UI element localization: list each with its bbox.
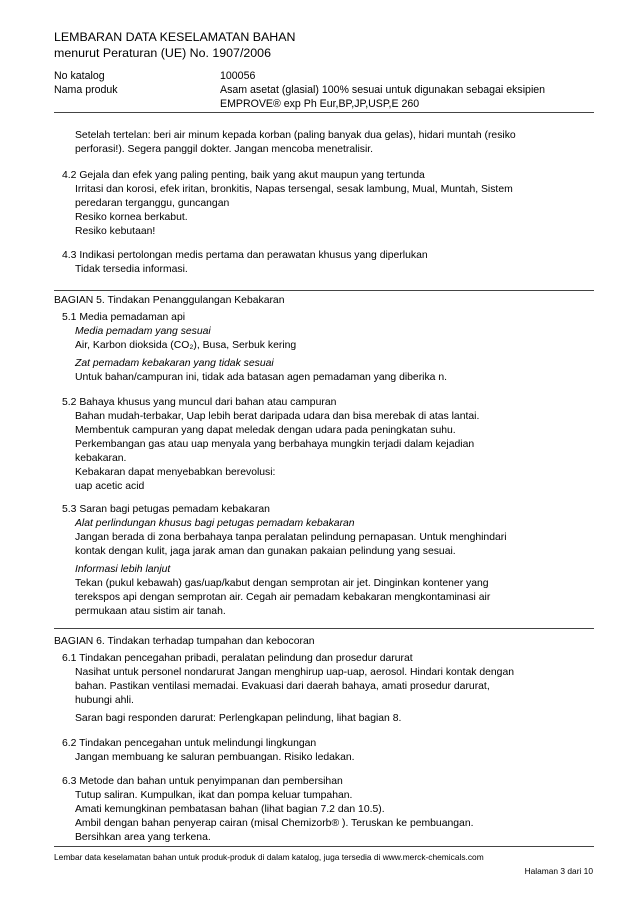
subsection-heading: 6.3 Metode dan bahan untuk penyimpanan dan pembersihan (62, 776, 343, 787)
subsection-heading: 5.2 Bahaya khusus yang muncul dari bahan atau campuran (62, 397, 337, 408)
body-text-line: Bahan mudah-terbakar, Uap lebih berat daripada udara dan bisa merebak di atas lantai. (75, 411, 480, 422)
product-value-line2: EMPROVE® exp Ph Eur,BP,JP,USP,E 260 (220, 98, 420, 110)
body-text-line: Alat perlindungan khusus bagi petugas pemadam kebakaran (75, 518, 355, 529)
catalog-value: 100056 (220, 70, 256, 82)
section-heading: BAGIAN 5. Tindakan Penanggulangan Kebakaran (54, 295, 285, 306)
section-6-rule (54, 628, 594, 629)
body-text-line: Tutup saliran. Kumpulkan, ikat dan pompa keluar tumpahan. (75, 790, 353, 801)
body-text-line: uap acetic acid (75, 481, 145, 492)
document-subtitle: menurut Peraturan (UE) No. 1907/2006 (54, 46, 271, 60)
body-text-line: Air, Karbon dioksida (CO₂), Busa, Serbuk kering (75, 340, 297, 351)
body-text-line: Membentuk campuran yang dapat meledak dengan udara pada peningkatan suhu. (75, 425, 456, 436)
body-text-line: Nasihat untuk personel nondarurat Jangan menghirup uap-uap, aerosol. Hindari kontak dengan (75, 667, 515, 678)
body-text-line: Saran bagi responden darurat: Perlengkapan pelindung, lihat bagian 8. (75, 713, 402, 724)
body-text-line: bahan. Pastikan ventilasi memadai. Evakuasi dari daerah bahaya, amati prosedur darurat, (75, 681, 490, 692)
subsection-heading: 4.2 Gejala dan efek yang paling penting, baik yang akut maupun yang tertunda (62, 170, 425, 181)
body-text-line: kontak dengan kulit, jaga jarak aman dan gunakan pakaian pelindung yang sesuai. (75, 546, 456, 557)
body-text-line: Media pemadam yang sesuai (75, 326, 211, 337)
body-text-line: Setelah tertelan: beri air minum kepada korban (paling banyak dua gelas), hidari muntah (resiko (75, 130, 516, 141)
subsection-heading: 6.2 Tindakan pencegahan untuk melindungi lingkungan (62, 738, 317, 749)
body-text-line: kebakaran. (75, 453, 127, 464)
page-number: Halaman 3 dari 10 (524, 866, 593, 876)
body-text-line: Tidak tersedia informasi. (75, 264, 188, 275)
footer-rule (54, 846, 594, 847)
body-text-line: permukaan atau sistim air tanah. (75, 606, 226, 617)
body-text-line: Ambil dengan bahan penyerap cairan (misal Chemizorb® ). Teruskan ke pembuangan. (75, 818, 474, 829)
body-text-line: Tekan (pukul kebawah) gas/uap/kabut dengan semprotan air jet. Dinginkan kontener yang (75, 578, 489, 589)
footer-note: Lembar data keselamatan bahan untuk produk-produk di dalam katalog, juga tersedia di www.merck-chemicals.com (54, 852, 484, 862)
document-title: LEMBARAN DATA KESELAMATAN BAHAN (54, 30, 296, 44)
body-text-line: Resiko kornea berkabut. (75, 212, 188, 223)
body-text-line: Jangan membuang ke saluran pembuangan. Risiko ledakan. (75, 752, 355, 763)
section-5-rule (54, 290, 594, 291)
body-text-line: terekspos api dengan semprotan air. Cegah air pemadam kebakaran mengkontaminasi air (75, 592, 491, 603)
body-text-line: Untuk bahan/campuran ini, tidak ada batasan agen pemadaman yang diberika n. (75, 372, 448, 383)
subsection-heading: 4.3 Indikasi pertolongan medis pertama dan perawatan khusus yang diperlukan (62, 250, 428, 261)
product-label: Nama produk (54, 84, 118, 96)
body-text-line: Jangan berada di zona berbahaya tanpa peralatan pelindung pernapasan. Untuk menghindari (75, 532, 507, 543)
section-heading: BAGIAN 6. Tindakan terhadap tumpahan dan kebocoran (54, 636, 315, 647)
subsection-heading: 5.3 Saran bagi petugas pemadam kebakaran (62, 504, 270, 515)
body-text-line: peredaran terganggu, guncangan (75, 198, 230, 209)
body-text-line: Informasi lebih lanjut (75, 564, 171, 575)
body-text-line: Zat pemadam kebakaran yang tidak sesuai (75, 358, 274, 369)
body-text-line: Irritasi dan korosi, efek iritan, bronkitis, Napas tersengal, sesak lambung, Mual, Muntah, Sistem (75, 184, 513, 195)
catalog-label: No katalog (54, 70, 105, 82)
body-text-line: Amati kemungkinan pembatasan bahan (lihat bagian 7.2 dan 10.5). (75, 804, 385, 815)
body-text-line: hubungi ahli. (75, 695, 134, 706)
subsection-heading: 5.1 Media pemadaman api (62, 312, 186, 323)
body-text-line: perforasi!). Segera panggil dokter. Jangan mencoba menetralisir. (75, 144, 374, 155)
product-value-line1: Asam asetat (glasial) 100% sesuai untuk digunakan sebagai eksipien (220, 84, 546, 96)
body-text-line: Bersihkan area yang terkena. (75, 832, 211, 843)
body-text-line: Kebakaran dapat menyebabkan berevolusi: (75, 467, 276, 478)
header-rule (54, 112, 594, 113)
body-text-line: Perkembangan gas atau uap menyala yang berbahaya mungkin terjadi dalam kejadian (75, 439, 475, 450)
subsection-heading: 6.1 Tindakan pencegahan pribadi, peralatan pelindung dan prosedur darurat (62, 653, 413, 664)
body-text-line: Resiko kebutaan! (75, 226, 156, 237)
